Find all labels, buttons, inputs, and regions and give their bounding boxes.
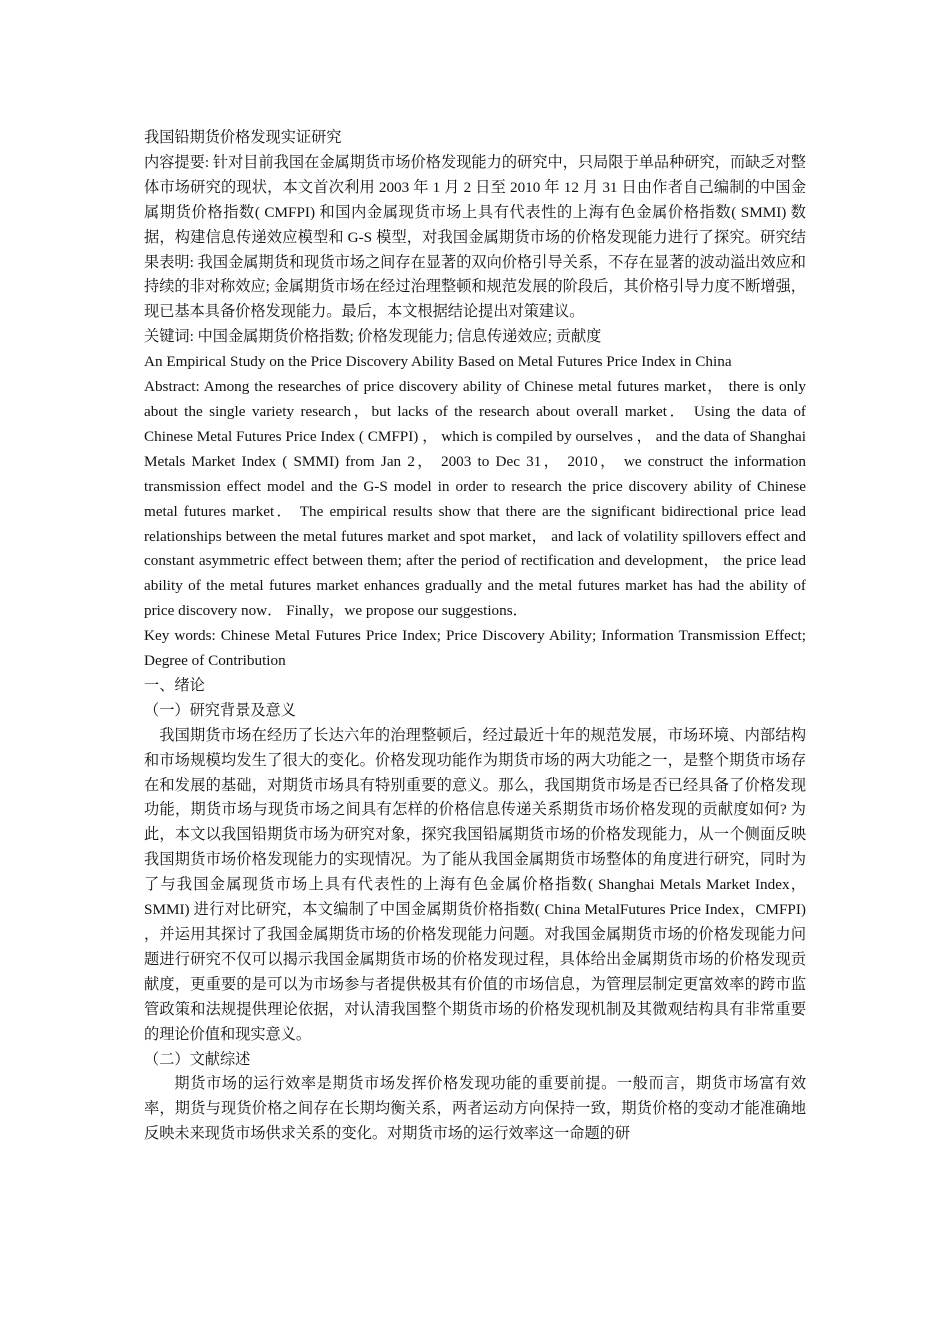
subsection-heading-background: （一）研究背景及意义 xyxy=(144,701,296,719)
keywords-chinese: 关键词: 中国金属期货价格指数; 价格发现能力; 信息传递效应; 贡献度 xyxy=(144,328,602,346)
paragraph-literature: 期货市场的运行效率是期货市场发挥价格发现功能的重要前提。一般而言，期货市场富有效率，期货与现货价格之间存在长期均衡关系，两者运动方向保持一致，期货价格的变动才能准确地反映未来现货市场供求关系的变化。对期货市场的运行效率这一命题的研 xyxy=(144,1075,806,1143)
section-heading-introduction: 一、绪论 xyxy=(144,676,205,694)
keywords-english: Key words: Chinese Metal Futures Price Index; Price Discovery Ability; Information Transmission Effect; Degree of Contribution xyxy=(144,627,806,670)
paragraph-background: 我国期货市场在经历了长达六年的治理整顿后，经过最近十年的规范发展，市场环境、内部结构和市场规模均发生了很大的变化。价格发现功能作为期货市场的两大功能之一，是整个期货市场存在和发展的基础，对期货市场具有特别重要的意义。那么，我国期货市场是否已经具备了价格发现功能，期货市场与现货市场之间具有怎样的价格信息传递关系期货市场价格发现的贡献度如何? 为此，本文以我国铅期货市场为研究对象，探究我国铅属期货市场的价格发现能力，从一个侧面反映我国期货市场价格发现能力的实现情况。为了能从我国金属期货市场整体的角度进行研究，同时为了与我国金属现货市场上具有代表性的上海有色金属价格指数( Shanghai Metals Market Index，SMMI) 进行对比研究，本文编制了中国金属期货价格指数( China MetalFutures Price Index，CMFPI) ，并运用其探讨了我国金属期货市场的价格发现能力问题。对我国金属期货市场的价格发现能力问题进行研究不仅可以揭示我国金属期货市场的价格发现过程，具体给出金属期货市场的价格发现贡献度，更重要的是可以为市场参与者提供极其有价值的市场信息，为管理层制定更富效率的跨市监管政策和法规提供理论依据，对认清我国整个期货市场的价格发现机制及其微观结构具有非常重要的理论价值和现实意义。 xyxy=(144,726,806,1043)
abstract-chinese: 内容提要: 针对目前我国在金属期货市场价格发现能力的研究中，只局限于单品种研究，而缺乏对整体市场研究的现状，本文首次利用 2003 年 1 月 2 日至 2010 年 12 月 31 日由作者自己编制的中国金属期货价格指数( CMFPI) 和国内金属现货市场上具有代表性的上海有色金属价格指数( SMMI) 数据，构建信息传递效应模型和 G-S 模型，对我国金属期货市场的价格发现能力进行了探究。研究结果表明: 我国金属期货和现货市场之间存在显著的双向价格引导关系，不存在显著的波动溢出效应和持续的非对称效应; 金属期货市场在经过治理整顿和规范发展的阶段后，其价格引导力度不断增强，现已基本具备价格发现能力。最后，本文根据结论提出对策建议。 xyxy=(144,153,806,321)
subsection-heading-literature: （二）文献综述 xyxy=(144,1050,251,1068)
english-title: An Empirical Study on the Price Discovery Ability Based on Metal Futures Price Index in China xyxy=(144,353,732,371)
document-page xyxy=(144,126,806,1147)
abstract-english: Abstract: Among the researches of price discovery ability of Chinese metal futures market， there is only about the single variety research，but lacks of the research about overall market． Using the data of Chinese Metal Futures Price Index ( CMFPI) ， which is compiled by ourselves ， and the data of Shanghai Metals Market Index ( SMMI) from Jan 2， 2003 to Dec 31， 2010， we construct the information transmission effect model and the G-S model in order to research the price discovery ability of Chinese metal futures market． The empirical results show that there are the significant bidirectional price lead relationships between the metal futures market and spot market， and lack of volatility spillovers effect and constant asymmetric effect between them; after the period of rectification and development， the price lead ability of the metal futures market enhances gradually and the metal futures market has had the ability of price discovery now． Finally，we propose our suggestions． xyxy=(144,378,806,620)
document-title: 我国铅期货价格发现实证研究 xyxy=(144,129,342,146)
